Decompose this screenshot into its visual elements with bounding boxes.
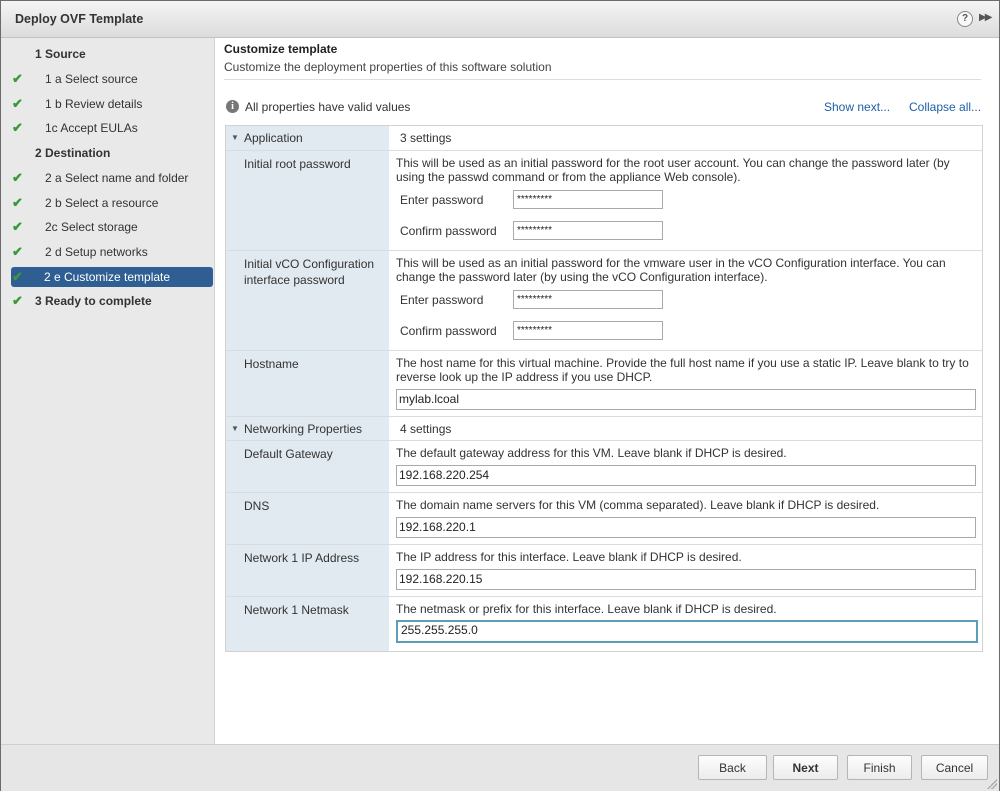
dns-input[interactable]: 192.168.220.1 (396, 517, 976, 538)
vco-password-field[interactable]: ********* (513, 290, 663, 309)
property-description: The IP address for this interface. Leave blank if DHCP is desired. (396, 550, 742, 564)
step-label: 2 b Select a resource (45, 196, 159, 210)
check-icon: ✔ (12, 170, 23, 185)
property-description: The host name for this virtual machine. Provide the full host name if you use a static IP. Leave blank to try to reverse look up the IP address if you use DHCP. (396, 356, 969, 384)
check-icon: ✔ (12, 244, 23, 259)
property-description: The netmask or prefix for this interface. Leave blank if DHCP is desired. (396, 602, 777, 616)
property-label: Hostname (244, 357, 299, 371)
step-label: 1 b Review details (45, 97, 143, 111)
group-label: Application (244, 131, 303, 145)
property-row-gateway (226, 440, 982, 493)
window-title: Deploy OVF Template (15, 12, 144, 26)
property-label: Initial vCO Configuration interface password (244, 257, 375, 287)
cancel-button[interactable]: Cancel (921, 755, 988, 780)
vco-password-confirm-field[interactable]: ********* (513, 321, 663, 340)
property-label: Network 1 Netmask (244, 603, 349, 617)
check-icon: ✔ (12, 293, 23, 308)
group-count: 3 settings (400, 131, 452, 145)
back-button[interactable]: Back (698, 755, 767, 780)
property-description: This will be used as an initial password for the vmware user in the vCO Configuration interface. You can change the password later (by using the vCO Configuration interface). (396, 256, 946, 284)
page-subtitle: Customize the deployment properties of this software solution (224, 60, 552, 74)
property-row-hostname (226, 350, 982, 417)
check-icon: ✔ (12, 195, 23, 210)
property-label: Network 1 IP Address (244, 551, 360, 565)
hostname-input[interactable]: mylab.lcoal (396, 389, 976, 410)
page-title: Customize template (224, 42, 338, 56)
group-label: Networking Properties (244, 422, 363, 436)
confirm-password-label: Confirm password (400, 324, 497, 338)
property-row-root-password (226, 150, 982, 251)
group-row-networking[interactable] (226, 416, 982, 441)
collapse-triangle-icon[interactable]: ▼ (231, 424, 239, 433)
step-label: 1c Accept EULAs (45, 121, 138, 135)
next-button[interactable]: Next (773, 755, 838, 780)
group-count: 4 settings (400, 422, 452, 436)
property-description: The domain name servers for this VM (comma separated). Leave blank if DHCP is desired. (396, 498, 880, 512)
show-next-link[interactable]: Show next... (824, 100, 891, 114)
validation-status: All properties have valid values (245, 100, 411, 114)
confirm-password-label: Confirm password (400, 224, 497, 238)
check-icon: ✔ (12, 120, 23, 135)
step-customize-template[interactable] (11, 267, 213, 287)
gateway-input[interactable]: 192.168.220.254 (396, 465, 976, 486)
property-row-dns (226, 492, 982, 545)
check-icon: ✔ (12, 219, 23, 234)
properties-grid (225, 125, 983, 652)
collapse-triangle-icon[interactable]: ▼ (231, 133, 239, 142)
info-icon: i (226, 100, 239, 113)
step-label: 2 a Select name and folder (45, 171, 189, 185)
property-row-vco-password (226, 250, 982, 351)
header-divider (224, 79, 981, 80)
step-label: 2 e Customize template (44, 270, 171, 284)
enter-password-label: Enter password (400, 293, 484, 307)
netmask-input[interactable]: 255.255.255.0 (396, 620, 978, 643)
property-description: The default gateway address for this VM. Leave blank if DHCP is desired. (396, 446, 787, 460)
root-password-field[interactable]: ********* (513, 190, 663, 209)
enter-password-label: Enter password (400, 193, 484, 207)
step-label: 2c Select storage (45, 220, 138, 234)
property-row-ip-address (226, 544, 982, 597)
property-label: DNS (244, 499, 270, 513)
step-label: 2 d Setup networks (45, 245, 148, 259)
main-panel (215, 38, 999, 744)
check-icon: ✔ (12, 71, 23, 86)
property-description: This will be used as an initial password for the root user account. You can change the password later (by using the passwd command or from the appliance Web console). (396, 156, 950, 184)
step-label: 1 Source (35, 47, 86, 61)
property-label: Initial root password (244, 157, 351, 171)
check-icon: ✔ (12, 269, 23, 284)
collapse-all-link[interactable]: Collapse all... (909, 100, 982, 114)
resize-grip-icon[interactable] (987, 779, 997, 789)
step-label: 2 Destination (35, 146, 111, 160)
property-label: Default Gateway (244, 447, 333, 461)
ip-address-input[interactable]: 192.168.220.15 (396, 569, 976, 590)
title-bar (1, 1, 999, 38)
finish-button[interactable]: Finish (847, 755, 912, 780)
property-row-netmask (226, 596, 982, 651)
wizard-footer (1, 744, 999, 791)
step-label: 3 Ready to complete (35, 294, 152, 308)
expand-icon[interactable]: ▶▶ (979, 12, 991, 23)
help-icon[interactable]: ? (957, 11, 973, 27)
check-icon: ✔ (12, 96, 23, 111)
wizard-steps-sidebar (1, 38, 215, 744)
root-password-confirm-field[interactable]: ********* (513, 221, 663, 240)
step-label: 1 a Select source (45, 72, 138, 86)
group-row-application[interactable] (226, 126, 982, 150)
